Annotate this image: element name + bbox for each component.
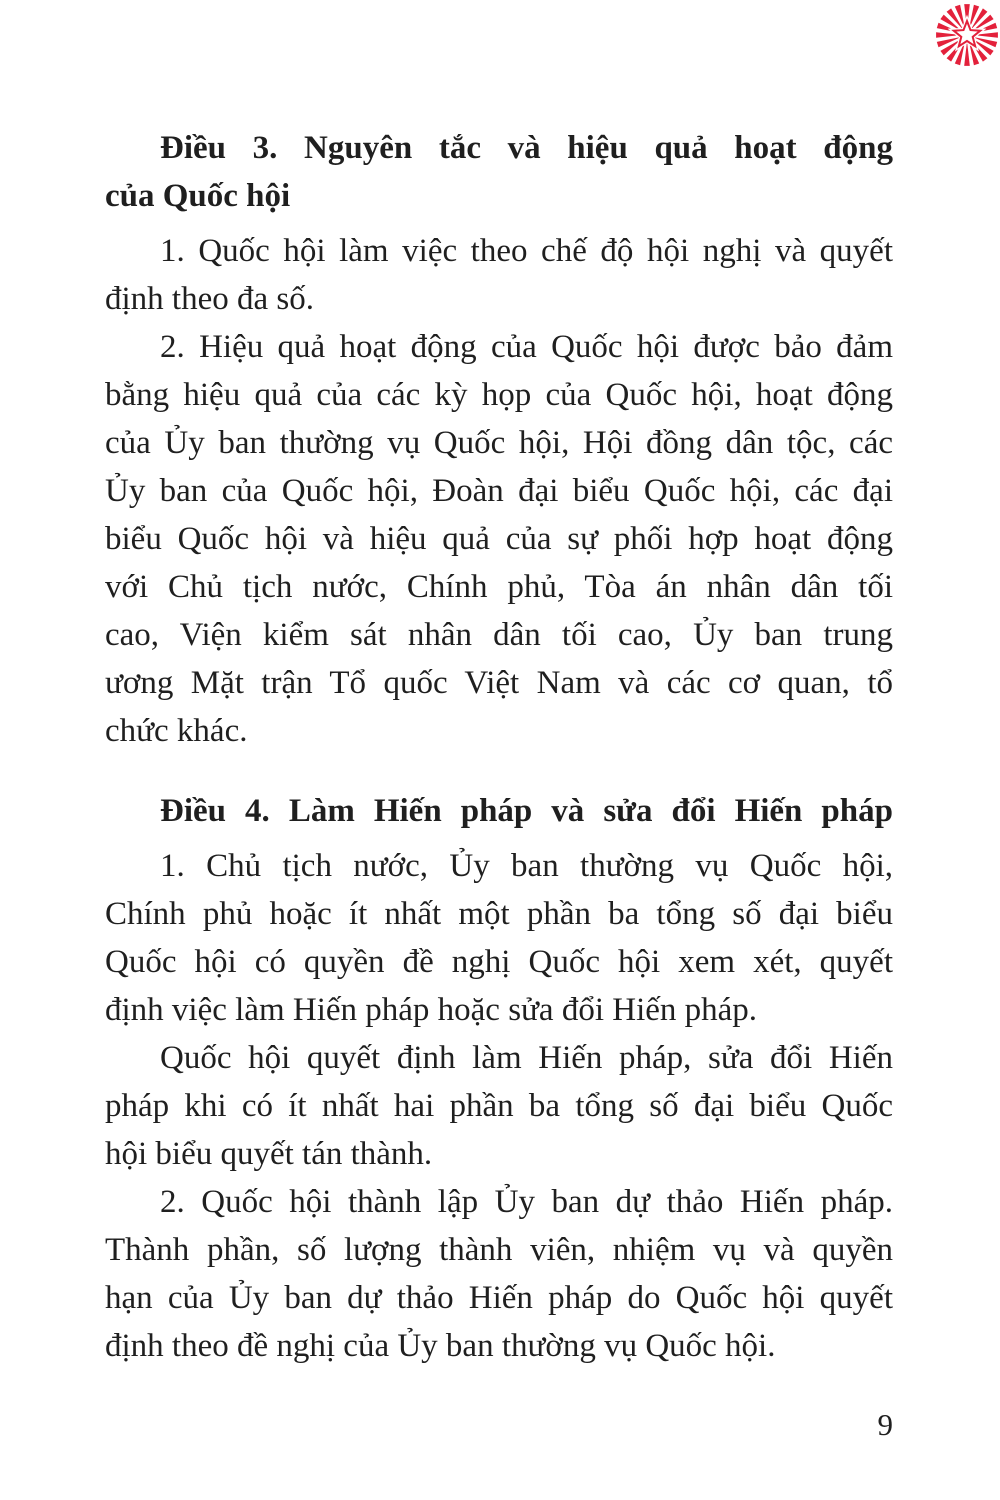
paragraph bbox=[105, 842, 893, 1034]
paragraph bbox=[105, 1178, 893, 1370]
text-line: 2. Quốc hội thành lập Ủy ban dự thảo Hiến pháp. bbox=[160, 1184, 893, 1220]
text-line: cao, Viện kiểm sát nhân dân tối cao, Ủy ban trung bbox=[105, 617, 893, 653]
text-line: chức khác. bbox=[105, 713, 248, 749]
text-line: 2. Hiệu quả hoạt động của Quốc hội được bảo đảm bbox=[160, 329, 893, 365]
paragraph bbox=[105, 323, 893, 755]
text-line: ương Mặt trận Tổ quốc Việt Nam và các cơ quan, tổ bbox=[105, 665, 893, 701]
text-line: định theo đa số. bbox=[105, 281, 314, 317]
text-line: Ủy ban của Quốc hội, Đoàn đại biểu Quốc hội, các đại bbox=[105, 473, 893, 509]
text-line: hạn của Ủy ban dự thảo Hiến pháp do Quốc hội quyết bbox=[105, 1280, 893, 1316]
text-line: 1. Quốc hội làm việc theo chế độ hội nghị và quyết bbox=[160, 233, 893, 269]
document-body bbox=[105, 124, 893, 1370]
text-line: Thành phần, số lượng thành viên, nhiệm vụ và quyền bbox=[105, 1232, 893, 1268]
text-line: biểu Quốc hội và hiệu quả của sự phối hợp hoạt động bbox=[105, 521, 893, 557]
article-heading bbox=[105, 787, 893, 835]
text-line: Quốc hội có quyền đề nghị Quốc hội xem xét, quyết bbox=[105, 944, 893, 980]
article-heading bbox=[105, 124, 893, 220]
heading-line: Điều 3. Nguyên tắc và hiệu quả hoạt động bbox=[160, 130, 893, 166]
text-line: pháp khi có ít nhất hai phần ba tổng số đại biểu Quốc bbox=[105, 1088, 893, 1124]
text-line: hội biểu quyết tán thành. bbox=[105, 1136, 433, 1172]
text-line: Quốc hội quyết định làm Hiến pháp, sửa đổi Hiến bbox=[160, 1040, 893, 1076]
text-line: với Chủ tịch nước, Chính phủ, Tòa án nhân dân tối bbox=[105, 569, 893, 605]
text-line: 1. Chủ tịch nước, Ủy ban thường vụ Quốc hội, bbox=[160, 848, 893, 884]
text-line: định theo đề nghị của Ủy ban thường vụ Quốc hội. bbox=[105, 1328, 776, 1364]
heading-line: Điều 4. Làm Hiến pháp và sửa đổi Hiến pháp bbox=[160, 793, 893, 829]
article-section bbox=[105, 124, 893, 755]
paragraph bbox=[105, 227, 893, 323]
heading-line: của Quốc hội bbox=[105, 178, 291, 214]
paragraph bbox=[105, 1034, 893, 1178]
article-section bbox=[105, 787, 893, 1370]
text-line: Chính phủ hoặc ít nhất một phần ba tổng số đại biểu bbox=[105, 896, 893, 932]
text-line: bằng hiệu quả của các kỳ họp của Quốc hội, hoạt động bbox=[105, 377, 893, 413]
text-line: của Ủy ban thường vụ Quốc hội, Hội đồng dân tộc, các bbox=[105, 425, 893, 461]
publisher-star-emblem-icon bbox=[934, 2, 1000, 68]
page-number: 9 bbox=[877, 1407, 893, 1442]
text-line: định việc làm Hiến pháp hoặc sửa đổi Hiến pháp. bbox=[105, 992, 758, 1028]
